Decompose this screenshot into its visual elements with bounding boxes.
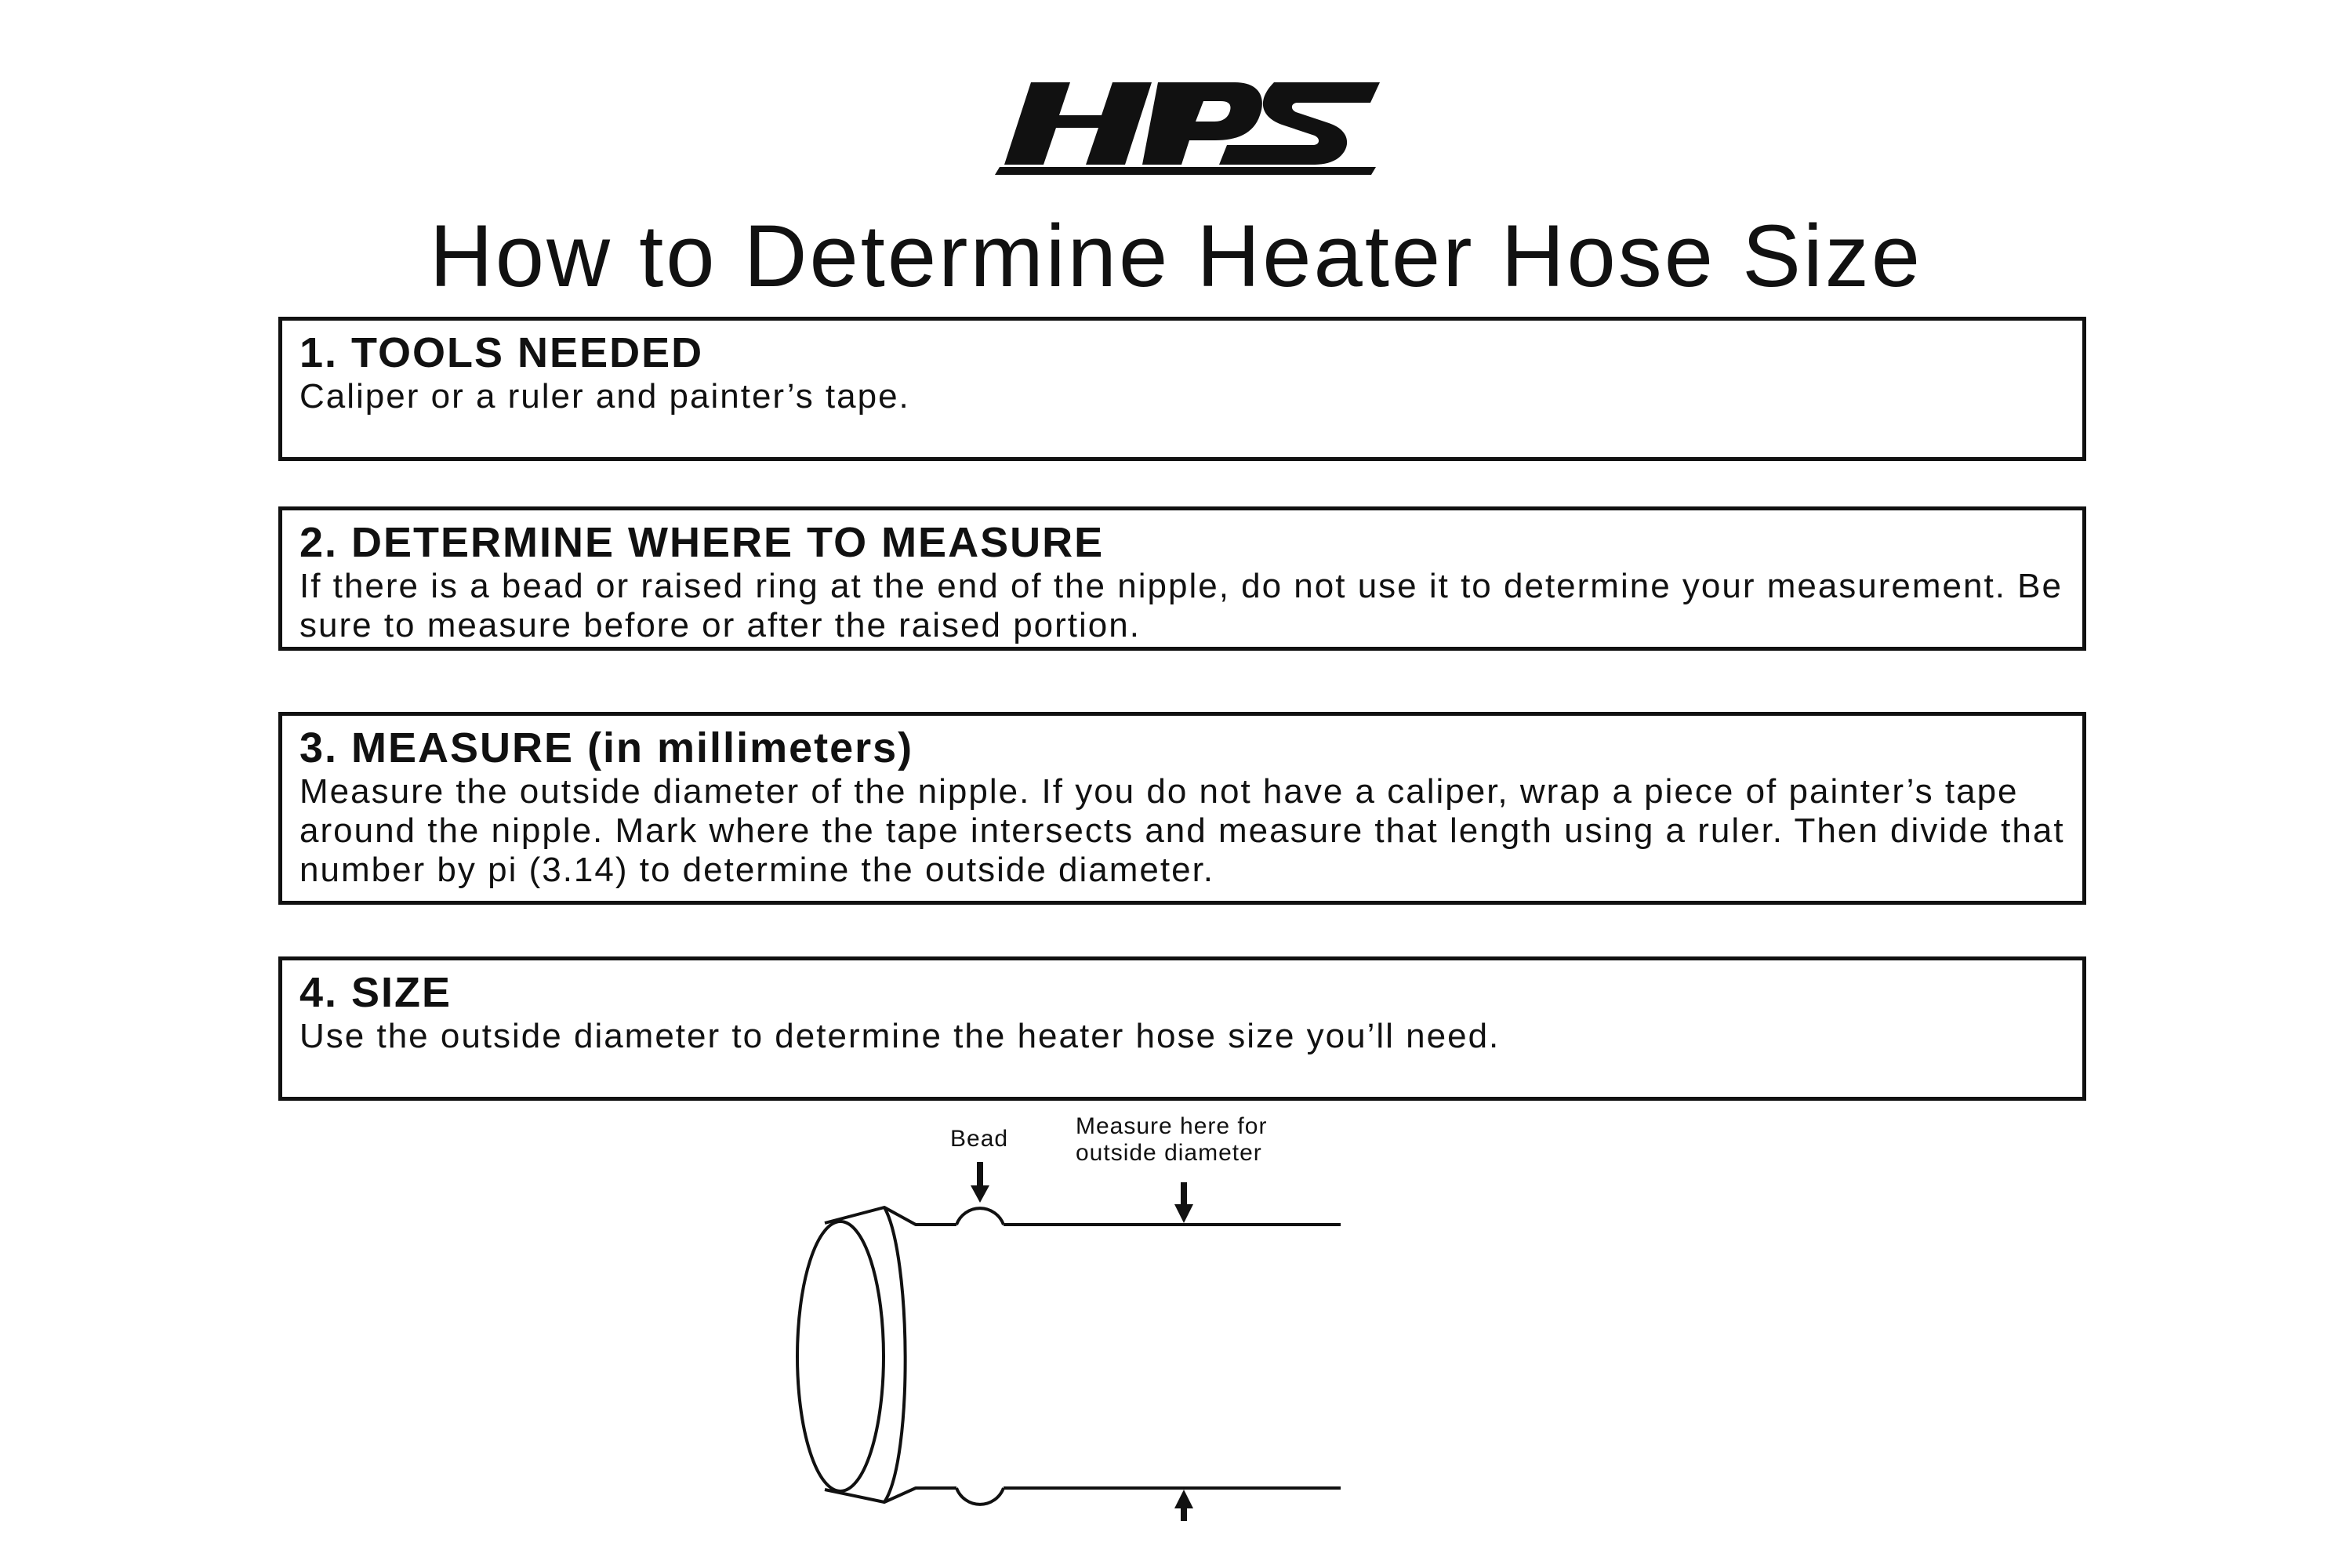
section-body: Caliper or a ruler and painter’s tape. [299,377,910,416]
section-measure [278,712,2086,905]
measure-label-line2: outside diameter [1076,1140,1262,1166]
section-heading: 3. MEASURE (in millimeters) [299,724,914,771]
section-size [278,956,2086,1101]
bead-bottom [956,1488,1004,1504]
section-heading: 4. SIZE [299,969,452,1016]
bead-top [956,1208,1004,1225]
nipple-end-ellipse [797,1221,884,1491]
section-body: If there is a bead or raised ring at the end of the nipple, do not use it to determine your measurement. Be sure to measure before or after the raised portion. [299,567,2063,644]
section-body: Use the outside diameter to determine the heater hose size you’ll need. [299,1017,1501,1055]
bead-label: Bead [950,1126,1009,1152]
measure-arrow-up-icon [1174,1490,1193,1521]
section-heading: 2. DETERMINE WHERE TO MEASURE [299,519,1105,566]
page-title: How to Determine Heater Hose Size [429,207,1923,305]
section-where-to-measure [278,506,2086,651]
hose-nipple-diagram [776,1098,1372,1521]
measure-arrow-down-icon [1174,1182,1193,1223]
section-heading: 1. TOOLS NEEDED [299,329,704,376]
bead-arrow-icon [971,1162,989,1203]
section-body: Measure the outside diameter of the nipple. If you do not have a caliper, wrap a piece of painter’s tape around the nipple. Mark where the tape intersects and measure that length using a ruler. Then divide that number by pi (3.14) to determine the outside diameter. [299,772,2065,889]
hps-logo [984,74,1384,176]
measure-label-line1: Measure here for [1076,1113,1268,1139]
section-tools-needed [278,317,2086,461]
